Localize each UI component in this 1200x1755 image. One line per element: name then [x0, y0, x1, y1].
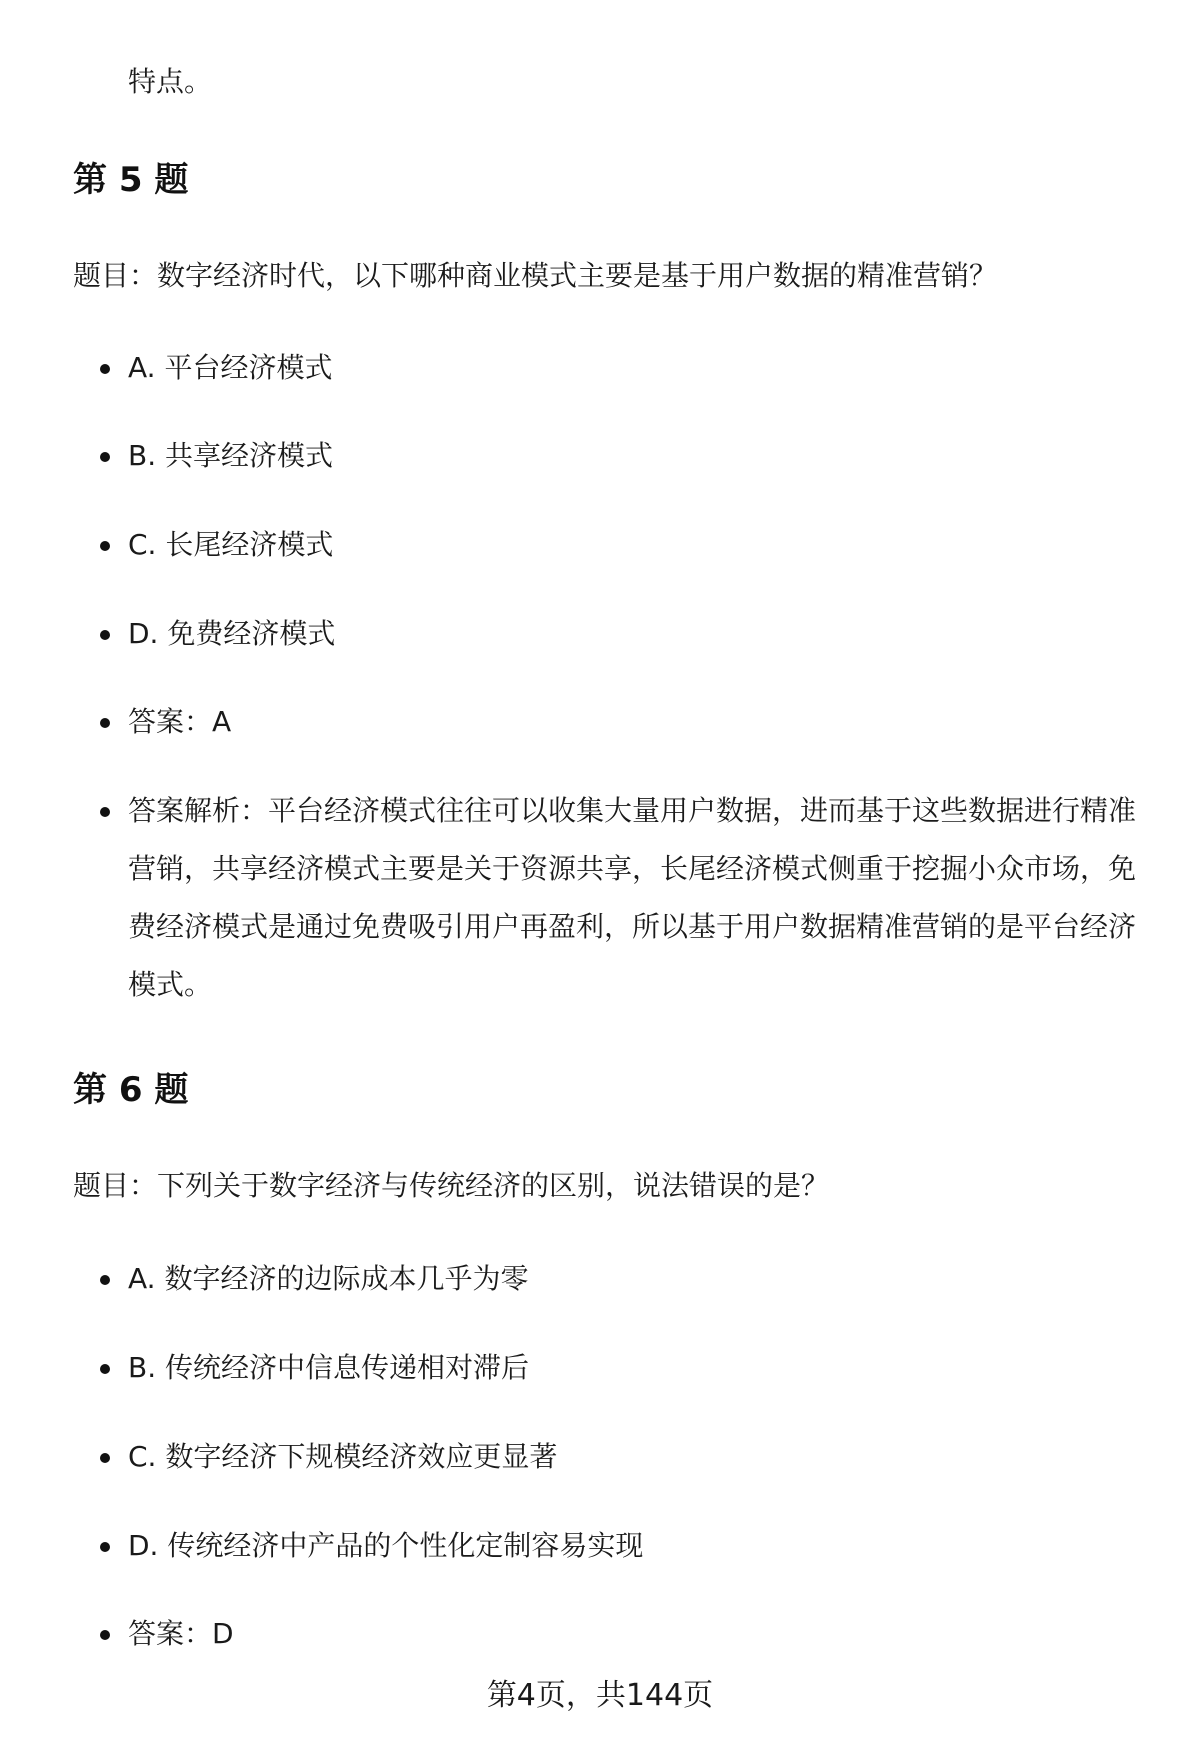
- continuation-text: 特点。: [128, 65, 213, 98]
- question-5-heading: 第 5 题: [73, 160, 189, 200]
- question-5-text: 题目：数字经济时代，以下哪种商业模式主要是基于用户数据的精准营销？: [73, 259, 998, 292]
- question-6-option-d: D. 传统经济中产品的个性化定制容易实现: [128, 1517, 1142, 1575]
- page-footer: 第4页，共144页: [486, 1678, 714, 1713]
- question-6-option-a: A. 数字经济的边际成本几乎为零: [128, 1250, 1142, 1308]
- question-5-option-c: C. 长尾经济模式: [128, 516, 1142, 574]
- question-6-option-b: B. 传统经济中信息传递相对滞后: [128, 1339, 1142, 1397]
- question-6-text: 题目：下列关于数字经济与传统经济的区别，说法错误的是？: [73, 1169, 830, 1202]
- question-6-option-c: C. 数字经济下规模经济效应更显著: [128, 1428, 1142, 1486]
- question-6-answer: 答案：D: [128, 1605, 1142, 1663]
- question-5-option-b: B. 共享经济模式: [128, 427, 1142, 485]
- question-5-answer: 答案：A: [128, 693, 1142, 751]
- question-5-explanation: 答案解析：平台经济模式往往可以收集大量用户数据，进而基于这些数据进行精准营销，共享经济模式主要是关于资源共享，长尾经济模式侧重于挖掘小众市场，免费经济模式是通过免费吸引用户再盈利，所以基于用户数据精准营销的是平台经济模式。: [128, 782, 1148, 1014]
- question-5-option-d: D. 免费经济模式: [128, 605, 1142, 663]
- question-6-heading: 第 6 题: [73, 1070, 189, 1110]
- question-5-option-a: A. 平台经济模式: [128, 339, 1142, 397]
